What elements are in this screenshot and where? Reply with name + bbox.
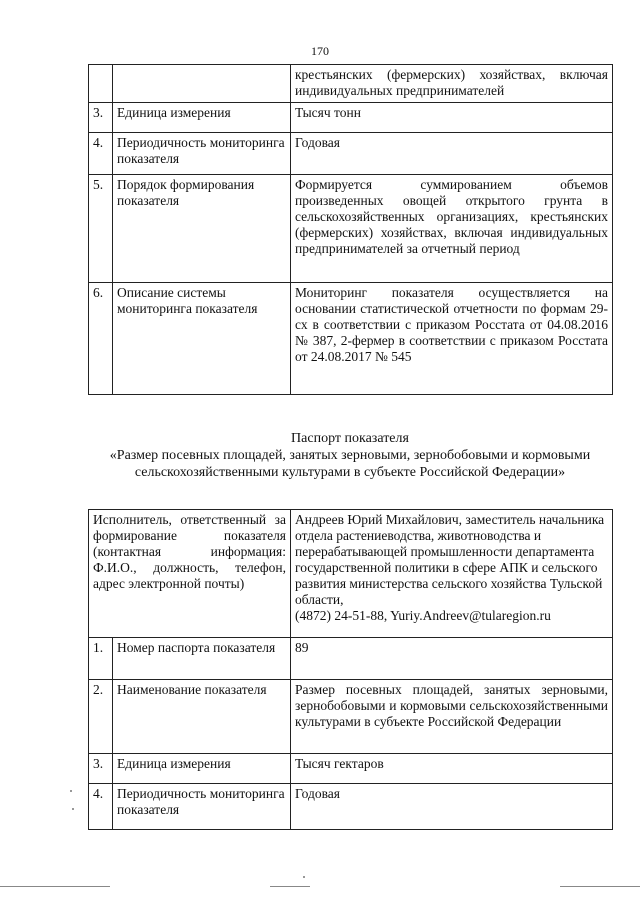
passport-title: Паспорт показателя xyxy=(291,431,409,446)
scan-edge-line xyxy=(270,886,310,887)
row-number: 3. xyxy=(89,103,113,133)
row-label: Порядок формирования показателя xyxy=(113,175,291,283)
row-number: 4. xyxy=(89,133,113,175)
table-row xyxy=(89,103,613,133)
passport-table xyxy=(88,509,613,830)
row-number: 4. xyxy=(89,784,113,830)
table-row xyxy=(89,680,613,754)
row-label: Номер паспорта показателя xyxy=(113,638,291,680)
row-value: 89 xyxy=(291,638,613,680)
row-value: Размер посевных площадей, занятых зерновыми, зернобобовыми и кормовыми сельскохозяйственными культурами в субъекте Российской Федерации xyxy=(291,680,613,754)
executor-label: Исполнитель, ответственный за формирование показателя (контактная информация: Ф.И.О., должность, телефон, адрес электронной почты) xyxy=(89,510,291,638)
table-row xyxy=(89,754,613,784)
executor-contact: (4872) 24-51-88, Yuriy.Andreev@tularegion.ru xyxy=(295,608,551,623)
row-value: Мониторинг показателя осуществляется на основании статистической отчетности по формам 29-сх в соответствии с приказом Росстата от 04.08.2016 № 387, 2-фермер в соответствии с приказом Росстата от 24.08.2017 № 545 xyxy=(291,283,613,395)
row-value: Тысяч тонн xyxy=(291,103,613,133)
indicator-table-continued xyxy=(88,64,613,395)
scan-edge-line xyxy=(560,886,640,887)
table-row xyxy=(89,133,613,175)
passport-header xyxy=(88,430,612,481)
table-row xyxy=(89,283,613,395)
row-label: Наименование показателя xyxy=(113,680,291,754)
row-value: Тысяч гектаров xyxy=(291,754,613,784)
row-number xyxy=(89,65,113,103)
row-value: Формируется суммированием объемов произведенных овощей открытого грунта в сельскохозяйственных организациях, крестьянских (фермерских) хозяйствах, включая индивидуальных предпринимателей за отчетный период xyxy=(291,175,613,283)
row-number: 6. xyxy=(89,283,113,395)
executor-value-cell xyxy=(291,510,613,638)
scan-speck xyxy=(303,876,305,878)
passport-subtitle: «Размер посевных площадей, занятых зерновыми, зернобобовыми и кормовыми сельскохозяйственными культурами в субъекте Российской Федерации» xyxy=(109,448,591,480)
table-row xyxy=(89,784,613,830)
table-row xyxy=(89,638,613,680)
row-label xyxy=(113,65,291,103)
executor-value: Андреев Юрий Михайлович, заместитель начальника отдела растениеводства, животноводства и перерабатывающей промышленности департамента государственной политики в сфере АПК и сельского развития министерства сельского хозяйства Тульской области, xyxy=(295,512,605,607)
row-label: Единица измерения xyxy=(113,103,291,133)
page-number: 170 xyxy=(311,44,329,58)
row-label: Периодичность мониторинга показателя xyxy=(113,784,291,830)
row-label: Описание системы мониторинга показателя xyxy=(113,283,291,395)
scan-speck xyxy=(72,808,74,810)
row-value: Годовая xyxy=(291,784,613,830)
table-row xyxy=(89,65,613,103)
executor-row xyxy=(89,510,613,638)
scan-speck xyxy=(70,790,72,792)
row-value: крестьянских (фермерских) хозяйствах, включая индивидуальных предпринимателей xyxy=(291,65,613,103)
row-value: Годовая xyxy=(291,133,613,175)
row-number: 1. xyxy=(89,638,113,680)
row-label: Единица измерения xyxy=(113,754,291,784)
row-number: 2. xyxy=(89,680,113,754)
row-label: Периодичность мониторинга показателя xyxy=(113,133,291,175)
row-number: 5. xyxy=(89,175,113,283)
table-row xyxy=(89,175,613,283)
row-number: 3. xyxy=(89,754,113,784)
scan-edge-line xyxy=(0,886,110,887)
